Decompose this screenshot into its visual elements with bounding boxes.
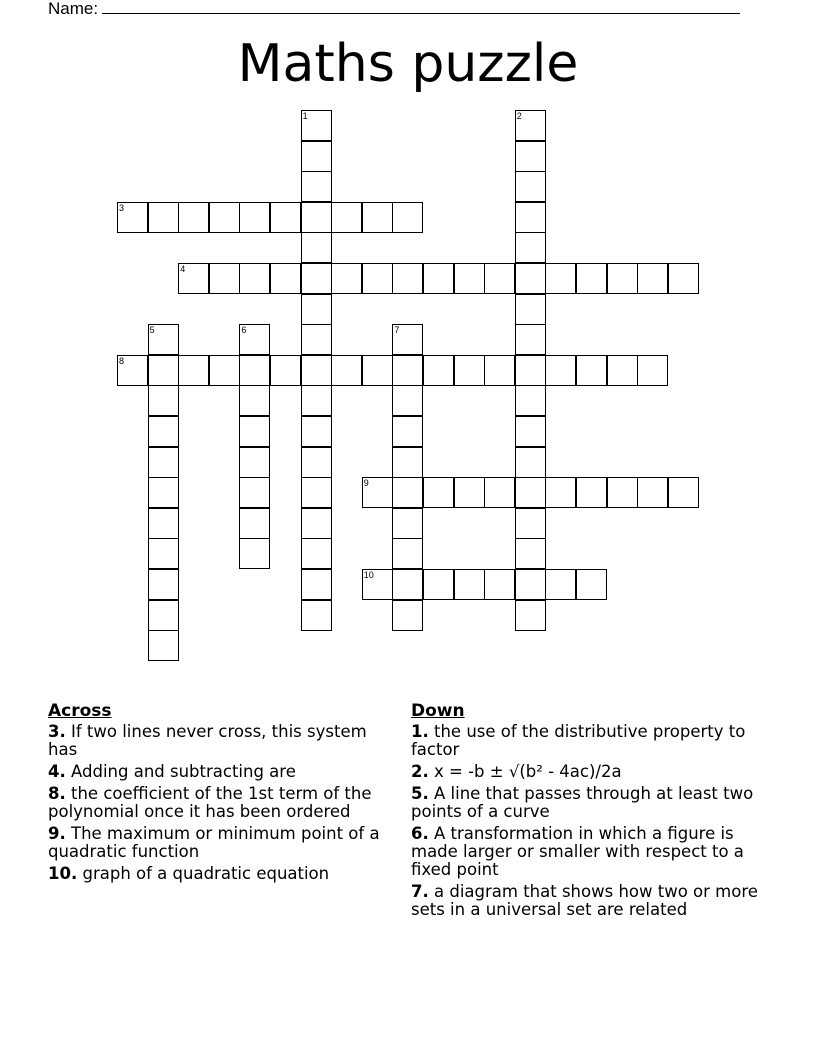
grid-cell[interactable] (515, 110, 546, 141)
grid-cell[interactable] (576, 569, 607, 600)
grid-cell[interactable] (423, 477, 454, 508)
clue-across-10: 10. graph of a quadratic equation (48, 864, 330, 883)
grid-cell[interactable] (515, 294, 546, 325)
grid-cell[interactable] (392, 263, 423, 294)
grid-cell[interactable] (117, 355, 148, 386)
grid-cell[interactable] (484, 569, 515, 600)
grid-cell[interactable] (515, 324, 546, 355)
grid-cell[interactable] (515, 508, 546, 539)
grid-cell[interactable] (392, 355, 423, 386)
grid-cell[interactable] (178, 355, 209, 386)
grid-cell[interactable] (545, 477, 576, 508)
grid-cell[interactable] (148, 416, 179, 447)
grid-cell[interactable] (270, 202, 301, 233)
grid-cell[interactable] (423, 569, 454, 600)
grid-cell[interactable] (392, 477, 423, 508)
grid-cell[interactable] (515, 202, 546, 233)
grid-cell[interactable] (454, 263, 485, 294)
grid-cell[interactable] (392, 416, 423, 447)
grid-cell[interactable] (607, 263, 638, 294)
grid-cell[interactable] (362, 263, 393, 294)
clue-number: 1 (302, 111, 308, 121)
clue-number: 3 (119, 202, 125, 213)
grid-cell[interactable] (515, 141, 546, 172)
grid-cell[interactable] (545, 263, 576, 294)
grid-cell[interactable] (515, 569, 546, 600)
grid-cell[interactable] (301, 477, 332, 508)
grid-cell[interactable] (423, 355, 454, 386)
grid-cell[interactable] (148, 447, 179, 478)
clue-number: 6 (241, 325, 247, 336)
grid-cell[interactable] (423, 263, 454, 294)
clue-across-3: 3. If two lines never cross, this system has (48, 722, 367, 759)
grid-cell[interactable] (515, 263, 546, 294)
clue-down-5: 5. A line that passes through at least two points of a curve (411, 784, 754, 821)
clue-down-2: 2. x = -b ± √(b² - 4ac)/2a (411, 762, 622, 781)
clue-across-4: 4. Adding and subtracting are (48, 762, 296, 781)
down-heading: Down (411, 701, 465, 721)
grid-cell[interactable] (301, 385, 332, 416)
grid-cell[interactable] (148, 538, 179, 569)
grid-cell[interactable] (392, 508, 423, 539)
grid-cell[interactable] (392, 600, 423, 631)
grid-cell[interactable] (515, 447, 546, 478)
grid-cell[interactable] (301, 171, 332, 202)
clue-number: 10 (363, 570, 374, 580)
grid-cell[interactable] (148, 630, 179, 661)
grid-cell[interactable] (239, 385, 270, 416)
grid-cell[interactable] (301, 324, 332, 355)
clue-number: 9 (363, 478, 369, 489)
grid-cell[interactable] (454, 355, 485, 386)
grid-cell[interactable] (331, 355, 362, 386)
grid-cell[interactable] (209, 202, 240, 233)
grid-cell[interactable] (270, 263, 301, 294)
grid-cell[interactable] (515, 171, 546, 202)
grid-cell[interactable] (454, 569, 485, 600)
grid-cell[interactable] (668, 477, 699, 508)
grid-cell[interactable] (301, 600, 332, 631)
grid-cell[interactable] (148, 477, 179, 508)
grid-cell[interactable] (270, 355, 301, 386)
clue-number: 8 (119, 355, 125, 366)
grid-cell[interactable] (239, 477, 270, 508)
grid-cell[interactable] (239, 538, 270, 569)
grid-cell[interactable] (148, 355, 179, 386)
grid-cell[interactable] (515, 355, 546, 386)
clue-down-1: 1. the use of the distributive property to factor (411, 722, 746, 759)
grid-cell[interactable] (239, 263, 270, 294)
grid-cell[interactable] (362, 355, 393, 386)
clue-number: 7 (394, 325, 400, 336)
name-label: Name: (48, 0, 99, 18)
grid-cell[interactable] (331, 202, 362, 233)
grid-cell[interactable] (637, 355, 668, 386)
grid-cell[interactable] (239, 324, 270, 355)
down-clues (411, 702, 766, 923)
clue-down-7: 7. a diagram that shows how two or more sets in a universal set are related (411, 882, 758, 919)
grid-cell[interactable] (576, 477, 607, 508)
across-clues (48, 702, 398, 887)
grid-cell[interactable] (148, 569, 179, 600)
grid-cell[interactable] (545, 569, 576, 600)
grid-cell[interactable] (301, 569, 332, 600)
grid-cell[interactable] (301, 416, 332, 447)
grid-cell[interactable] (515, 600, 546, 631)
grid-cell[interactable] (178, 202, 209, 233)
grid-cell[interactable] (515, 477, 546, 508)
grid-cell[interactable] (239, 355, 270, 386)
clue-across-9: 9. The maximum or minimum point of a quadratic function (48, 824, 380, 861)
grid-cell[interactable] (148, 600, 179, 631)
grid-cell[interactable] (301, 508, 332, 539)
grid-cell[interactable] (301, 355, 332, 386)
grid-cell[interactable] (148, 385, 179, 416)
across-heading: Across (48, 701, 112, 721)
grid-cell[interactable] (178, 263, 209, 294)
grid-cell[interactable] (301, 232, 332, 263)
grid-cell[interactable] (392, 202, 423, 233)
grid-cell[interactable] (239, 202, 270, 233)
grid-cell[interactable] (331, 263, 362, 294)
grid-cell[interactable] (301, 141, 332, 172)
grid-cell[interactable] (392, 324, 423, 355)
grid-cell[interactable] (148, 202, 179, 233)
grid-cell[interactable] (301, 538, 332, 569)
grid-cell[interactable] (484, 263, 515, 294)
clue-number: 4 (180, 264, 186, 274)
grid-cell[interactable] (545, 355, 576, 386)
grid-cell[interactable] (362, 569, 393, 600)
page-title: Maths puzzle (237, 34, 579, 94)
grid-cell[interactable] (454, 477, 485, 508)
grid-cell[interactable] (209, 263, 240, 294)
clue-number: 5 (149, 325, 155, 336)
grid-cell[interactable] (362, 477, 393, 508)
grid-cell[interactable] (301, 202, 332, 233)
clue-number: 2 (516, 111, 522, 121)
clue-across-8: 8. the coefficient of the 1st term of the polynomial once it has been ordered (48, 784, 372, 821)
grid-cell[interactable] (301, 294, 332, 325)
clue-down-6: 6. A transformation in which a figure is made larger or smaller with respect to a fixed point (411, 824, 744, 879)
grid-cell[interactable] (607, 477, 638, 508)
grid-cell[interactable] (484, 355, 515, 386)
grid-cell[interactable] (607, 355, 638, 386)
grid-cell[interactable] (209, 355, 240, 386)
grid-cell[interactable] (301, 447, 332, 478)
grid-cell[interactable] (637, 263, 668, 294)
grid-cell[interactable] (148, 508, 179, 539)
grid-cell[interactable] (392, 538, 423, 569)
grid-cell[interactable] (362, 202, 393, 233)
grid-cell[interactable] (301, 263, 332, 294)
grid-cell[interactable] (117, 202, 148, 233)
grid-cell[interactable] (637, 477, 668, 508)
grid-cell[interactable] (239, 447, 270, 478)
grid-cell[interactable] (484, 477, 515, 508)
grid-cell[interactable] (515, 538, 546, 569)
grid-cell[interactable] (576, 263, 607, 294)
grid-cell[interactable] (515, 416, 546, 447)
grid-cell[interactable] (239, 416, 270, 447)
grid-cell[interactable] (392, 385, 423, 416)
grid-cell[interactable] (392, 447, 423, 478)
grid-cell[interactable] (576, 355, 607, 386)
grid-cell[interactable] (668, 263, 699, 294)
grid-cell[interactable] (392, 569, 423, 600)
grid-cell[interactable] (515, 385, 546, 416)
grid-cell[interactable] (515, 232, 546, 263)
grid-cell[interactable] (148, 324, 179, 355)
grid-cell[interactable] (239, 508, 270, 539)
grid-cell[interactable] (301, 110, 332, 141)
